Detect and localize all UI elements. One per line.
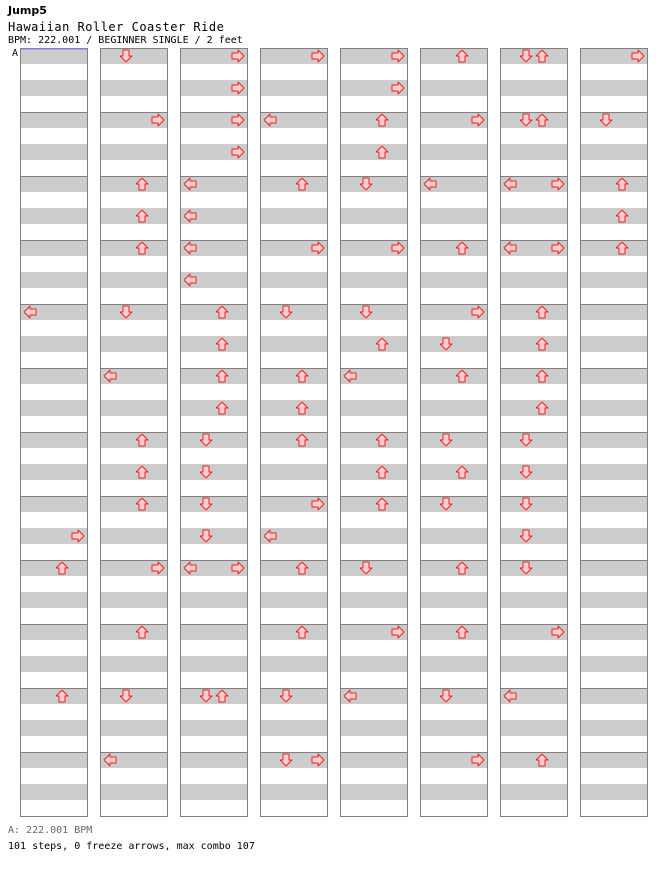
- beat-band: [500, 560, 568, 576]
- beat-band: [20, 80, 88, 96]
- beat-band: [500, 496, 568, 512]
- beat-band: [420, 336, 488, 352]
- beat-band: [100, 272, 168, 288]
- beat-band: [20, 624, 88, 640]
- beat-band: [20, 112, 88, 128]
- beat-band: [180, 784, 248, 800]
- beat-band: [260, 464, 328, 480]
- beat-band: [420, 592, 488, 608]
- beat-band: [580, 208, 648, 224]
- beat-band: [20, 272, 88, 288]
- beat-band: [420, 240, 488, 256]
- beat-band: [180, 624, 248, 640]
- beat-band: [260, 368, 328, 384]
- bpm-change-list: A: 222.001 BPM: [8, 825, 93, 836]
- beat-band: [180, 720, 248, 736]
- beat-band: [260, 560, 328, 576]
- beat-band: [420, 80, 488, 96]
- beat-band: [180, 336, 248, 352]
- beat-band: [340, 656, 408, 672]
- beat-band: [260, 592, 328, 608]
- beat-band: [580, 752, 648, 768]
- beat-band: [340, 112, 408, 128]
- beat-band: [580, 176, 648, 192]
- beat-band: [100, 656, 168, 672]
- beat-band: [500, 208, 568, 224]
- beat-band: [260, 624, 328, 640]
- beat-band: [500, 592, 568, 608]
- beat-band: [260, 656, 328, 672]
- beat-band: [420, 496, 488, 512]
- beat-band: [580, 592, 648, 608]
- chart-meta: BPM: 222.001 / BEGINNER SINGLE / 2 feet: [8, 35, 243, 46]
- beat-band: [420, 400, 488, 416]
- artist-name: Jump5: [8, 4, 47, 17]
- beat-band: [580, 336, 648, 352]
- beat-band: [580, 528, 648, 544]
- beat-band: [580, 432, 648, 448]
- beat-band: [20, 752, 88, 768]
- beat-band: [100, 496, 168, 512]
- beat-band: [180, 528, 248, 544]
- beat-band: [500, 304, 568, 320]
- beat-band: [500, 656, 568, 672]
- beat-band: [180, 464, 248, 480]
- beat-band: [20, 336, 88, 352]
- beat-band: [20, 400, 88, 416]
- beat-band: [500, 720, 568, 736]
- beat-band: [20, 432, 88, 448]
- song-title: Hawaiian Roller Coaster Ride: [8, 20, 225, 34]
- beat-band: [500, 528, 568, 544]
- beat-band: [260, 400, 328, 416]
- beat-band: [340, 560, 408, 576]
- beat-band: [100, 432, 168, 448]
- beat-band: [260, 432, 328, 448]
- beat-band: [420, 48, 488, 64]
- beat-band: [340, 784, 408, 800]
- beat-band: [100, 240, 168, 256]
- beat-band: [180, 368, 248, 384]
- beat-band: [580, 80, 648, 96]
- beat-band: [100, 688, 168, 704]
- beat-band: [180, 304, 248, 320]
- beat-band: [260, 80, 328, 96]
- beat-band: [180, 432, 248, 448]
- beat-band: [20, 208, 88, 224]
- beat-band: [100, 528, 168, 544]
- bpm-marker-label: A: [12, 48, 19, 59]
- beat-band: [20, 656, 88, 672]
- beat-band: [20, 592, 88, 608]
- beat-band: [500, 464, 568, 480]
- step-summary: 101 steps, 0 freeze arrows, max combo 107: [8, 841, 255, 852]
- beat-band: [420, 720, 488, 736]
- beat-band: [180, 752, 248, 768]
- beat-band: [340, 528, 408, 544]
- beat-band: [100, 304, 168, 320]
- beat-band: [260, 272, 328, 288]
- beat-band: [260, 688, 328, 704]
- beat-band: [260, 208, 328, 224]
- beat-band: [500, 400, 568, 416]
- beat-band: [180, 496, 248, 512]
- beat-band: [100, 624, 168, 640]
- beat-band: [340, 176, 408, 192]
- beat-band: [100, 80, 168, 96]
- beat-band: [340, 400, 408, 416]
- beat-band: [100, 176, 168, 192]
- beat-band: [500, 144, 568, 160]
- beat-band: [500, 368, 568, 384]
- beat-band: [20, 368, 88, 384]
- beat-band: [580, 304, 648, 320]
- beat-band: [340, 496, 408, 512]
- beat-band: [100, 336, 168, 352]
- beat-band: [580, 784, 648, 800]
- beat-band: [500, 48, 568, 64]
- beat-band: [580, 112, 648, 128]
- beat-band: [20, 784, 88, 800]
- beat-band: [580, 656, 648, 672]
- beat-band: [20, 688, 88, 704]
- beat-band: [260, 784, 328, 800]
- beat-band: [100, 592, 168, 608]
- beat-band: [580, 624, 648, 640]
- beat-band: [20, 48, 88, 64]
- beat-band: [340, 464, 408, 480]
- beat-band: [500, 336, 568, 352]
- beat-band: [340, 272, 408, 288]
- beat-band: [420, 528, 488, 544]
- beat-band: [500, 272, 568, 288]
- beat-band: [420, 368, 488, 384]
- beat-band: [180, 592, 248, 608]
- beat-band: [580, 560, 648, 576]
- beat-band: [500, 432, 568, 448]
- beat-band: [420, 656, 488, 672]
- beat-band: [340, 208, 408, 224]
- beat-band: [340, 336, 408, 352]
- beat-band: [580, 496, 648, 512]
- beat-band: [580, 368, 648, 384]
- beat-band: [420, 144, 488, 160]
- beat-band: [420, 208, 488, 224]
- beat-band: [340, 592, 408, 608]
- beat-band: [260, 176, 328, 192]
- beat-band: [180, 400, 248, 416]
- beat-band: [340, 304, 408, 320]
- beat-band: [20, 240, 88, 256]
- beat-band: [420, 464, 488, 480]
- beat-band: [580, 464, 648, 480]
- beat-band: [260, 336, 328, 352]
- beat-band: [20, 464, 88, 480]
- beat-band: [420, 272, 488, 288]
- beat-band: [340, 432, 408, 448]
- beat-band: [100, 464, 168, 480]
- beat-band: [580, 272, 648, 288]
- beat-band: [100, 784, 168, 800]
- beat-band: [20, 144, 88, 160]
- beat-band: [260, 304, 328, 320]
- beat-band: [340, 144, 408, 160]
- beat-band: [100, 208, 168, 224]
- beat-band: [420, 624, 488, 640]
- beat-band: [260, 720, 328, 736]
- beat-band: [260, 144, 328, 160]
- beat-band: [100, 48, 168, 64]
- beat-band: [100, 720, 168, 736]
- beat-band: [20, 560, 88, 576]
- beat-band: [500, 752, 568, 768]
- beat-band: [580, 720, 648, 736]
- beat-band: [500, 80, 568, 96]
- beat-band: [340, 720, 408, 736]
- beat-band: [580, 688, 648, 704]
- beat-band: [20, 176, 88, 192]
- beat-band: [180, 656, 248, 672]
- beat-band: [420, 784, 488, 800]
- beat-band: [100, 400, 168, 416]
- beat-band: [500, 784, 568, 800]
- beat-band: [340, 752, 408, 768]
- beat-band: [20, 496, 88, 512]
- beat-band: [420, 688, 488, 704]
- beat-band: [500, 112, 568, 128]
- beat-band: [100, 144, 168, 160]
- beat-band: [580, 240, 648, 256]
- beat-band: [420, 432, 488, 448]
- beat-band: [580, 400, 648, 416]
- beat-band: [420, 560, 488, 576]
- beat-band: [20, 720, 88, 736]
- beat-band: [180, 688, 248, 704]
- beat-band: [580, 144, 648, 160]
